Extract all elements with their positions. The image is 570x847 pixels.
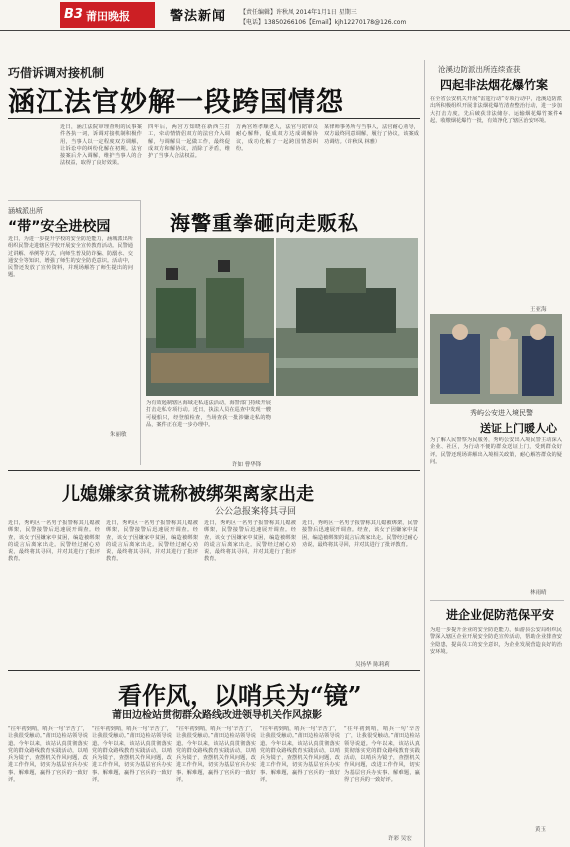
story2-col-3: 近日，秀屿区一名男子报警称其儿媳被绑架，民警接警后迅速展开调查。经查，该女子因嫌家中贫困，编造被绑架的谎言后离家出走。民警经过耐心劝说，最终将其寻回，并对其进行了批评教育。: [204, 520, 296, 563]
left-body: 近日，为进一步提升学校的安全防范能力，涵城派出所组织民警走进辖区学校开展安全宣传教育活动。民警通过讲解、举例等方式，向师生普及防诈骗、防溺水、交通安全等知识，增强了师生的安全防范意识。活动中，民警还发放了宣传资料，并现场解答了师生提出的问题。: [8, 236, 133, 279]
feature-body: 为有效遏制辖区海域走私违法活动，海警部门持续开展打击走私专项行动。近日，执法人员在巡查中发现一艘可疑船只，经登船检查，当场查获一批涉嫌走私的物品，案件正在进一步办理中。: [146, 400, 271, 428]
story2-headline: 儿媳嫌家贫谎称被绑架离家出走: [62, 484, 314, 505]
page-code: B3: [64, 7, 83, 22]
editor-info: 【责任编辑】许秋凤 2014年1月1日 星期三: [240, 9, 357, 16]
story2-col-4: 近日，秀屿区一名男子报警称其儿媳被绑架，民警接警后迅速展开调查。经查，该女子因嫌家中贫困，编造被绑架的谎言后离家出走。民警经过耐心劝说，最终将其寻回，并对其进行了批评教育。: [302, 520, 418, 548]
story2-subhead: 公公急报案将其寻回: [215, 507, 297, 517]
feature-headline: 海警重拳砸向走贩私: [170, 211, 359, 235]
right-photo: [430, 314, 562, 404]
story3-col-2: “往年初到哨，哨兵一句‘辛苦了’，让我很受触动。”莆田边检站领导说道。今年以来，该站认真贯彻落实党的群众路线教育实践活动，以哨兵为镜子，查摆机关作风问题，改进工作作风，切实为基层官兵办实事、解难题，赢得了官兵的一致好评。: [92, 726, 172, 784]
contact-info: 【电话】13850266106【Email】kjh12270178@126.com: [240, 19, 407, 26]
lead-col2: 四年后，两宫方知晓在新西兰打工，牵动情情侣双方的法官介入调解，与调解员一起做工作，最终促成双方和解协议，消除了矛盾，维护了当事人合法权益。: [148, 124, 230, 160]
section-title: 警法新闻: [170, 9, 227, 24]
story3-col-3: “往年初到哨，哨兵一句‘辛苦了’，让我很受触动。”莆田边检站领导说道。今年以来，该站认真贯彻落实党的群众路线教育实践活动，以哨兵为镜子，查摆机关作风问题，改进工作作风，切实为基层官兵办实事、解难题，赢得了官兵的一致好评。: [176, 726, 256, 784]
story3-headline: 看作风，以哨兵为“镜”: [118, 681, 362, 710]
brand-block: [60, 2, 155, 28]
right-photo-image: [430, 314, 562, 404]
left-headline: “带”安全进校园: [8, 219, 111, 235]
story3-subhead: 莆田边检站贯彻群众路线改进领导机关作风掠影: [112, 710, 322, 721]
feature-photo-left-image: [146, 238, 274, 396]
feature-photo-right: [276, 238, 418, 396]
brand-name: 莆田晚报: [86, 10, 130, 23]
lead-kicker: 巧借诉调对接机制: [8, 66, 105, 80]
right-bot-body: 为进一步提升企业的安全防范能力，仙游县公安局组织民警深入辖区企业开展安全防范宣传活动，帮助企业排查安全隐患，提高员工的安全意识，为企业发展营造良好的治安环境。: [430, 627, 562, 655]
story3-col-1: “往年初到哨，哨兵一句‘辛苦了’，让我很受触动。”莆田边检站领导说道。今年以来，该站认真贯彻落实党的群众路线教育实践活动，以哨兵为镜子，查摆机关作风问题，改进工作作风，切实为基层官兵办实事、解难题，赢得了官兵的一致好评。: [8, 726, 88, 784]
right-top-signature: 王亚海: [530, 307, 547, 313]
lead-col4: 某律师事务所与当事人，法官耐心劝导，双方最终同意调解，履行了协议，该案成功调结。（许秋凤 林雅）: [324, 124, 419, 145]
right-top-kicker: 沧溪边防派出所连续查获: [438, 65, 521, 74]
right-top-headline: 四起非法烟花爆竹案: [440, 78, 549, 92]
right-bot-headline: 进企业促防范保平安: [446, 608, 555, 622]
feature-photo-right-image: [276, 238, 418, 396]
right-mid-kicker: 秀屿公安进入境民警: [470, 409, 533, 417]
right-top-body: 在全省公安机关开展“雷霆行动”专项行动中，沧溪边防派出所积极组织开展非法烟花爆竹清查整治行动，进一步加大打击力度，先后破获非法储存、运输烟花爆竹案件4起，收缴烟花爆竹一批，有效净化了辖区治安环境。: [430, 96, 562, 124]
story3-col-5: “往年初到哨，哨兵一句‘辛苦了’，让我很受触动。”莆田边检站领导说道。今年以来，该站认真贯彻落实党的群众路线教育实践活动，以哨兵为镜子，查摆机关作风问题，改进工作作风，切实为基层官兵办实事、解难题，赢得了官兵的一致好评。: [344, 726, 420, 784]
left-signature: 朱丽敏: [110, 432, 127, 438]
feature-photo-left: [146, 238, 274, 396]
lead-headline: 涵江法官妙解一段跨国情怨: [8, 87, 344, 118]
feature-signature: 许如 曹华锋: [232, 462, 262, 468]
story3-signature: 许彩 吴宏: [388, 836, 412, 842]
story2-col-1: 近日，秀屿区一名男子报警称其儿媳被绑架，民警接警后迅速展开调查。经查，该女子因嫌家中贫困，编造被绑架的谎言后离家出走。民警经过耐心劝说，最终将其寻回，并对其进行了批评教育。: [8, 520, 100, 563]
right-bot-signature: 黄玉: [535, 827, 547, 833]
right-mid-headline: 送证上门暖人心: [480, 422, 557, 435]
left-kicker: 涵城派出所: [8, 207, 43, 215]
lead-col3: 万两宫姓孝顺老人，法官与陪审员耐心解释，促成双方达成调解协议，成功化解了一起跨国情怨纠纷。: [236, 124, 318, 152]
lead-col1: 近日，涵江法院审理查明的民事案件各执一词，诉调对接机制积极作用，当事人以一定程度双方调解，让诉讼中的纠纷化解在初期。法官接案后介入调解，维护当事人的合法权益，取得了良好效果。: [60, 124, 142, 167]
right-mid-signature: 林雨晴: [530, 590, 547, 596]
story3-col-4: “往年初到哨，哨兵一句‘辛苦了’，让我很受触动。”莆田边检站领导说道。今年以来，该站认真贯彻落实党的群众路线教育实践活动，以哨兵为镜子，查摆机关作风问题，改进工作作风，切实为基层官兵办实事、解难题，赢得了官兵的一致好评。: [260, 726, 340, 784]
story2-signature: 吴扬华 陈莉莉: [355, 662, 390, 668]
story2-col-2: 近日，秀屿区一名男子报警称其儿媳被绑架，民警接警后迅速展开调查。经查，该女子因嫌家中贫困，编造被绑架的谎言后离家出走。民警经过耐心劝说，最终将其寻回，并对其进行了批评教育。: [106, 520, 198, 563]
right-mid-body: 为了解人民警察为民服务，秀屿公安出入境民警主动深入企业、社区，为行动不便的群众送证上门，受到群众好评。民警还现场讲解出入境相关政策，耐心解答群众的疑问。: [430, 437, 562, 465]
